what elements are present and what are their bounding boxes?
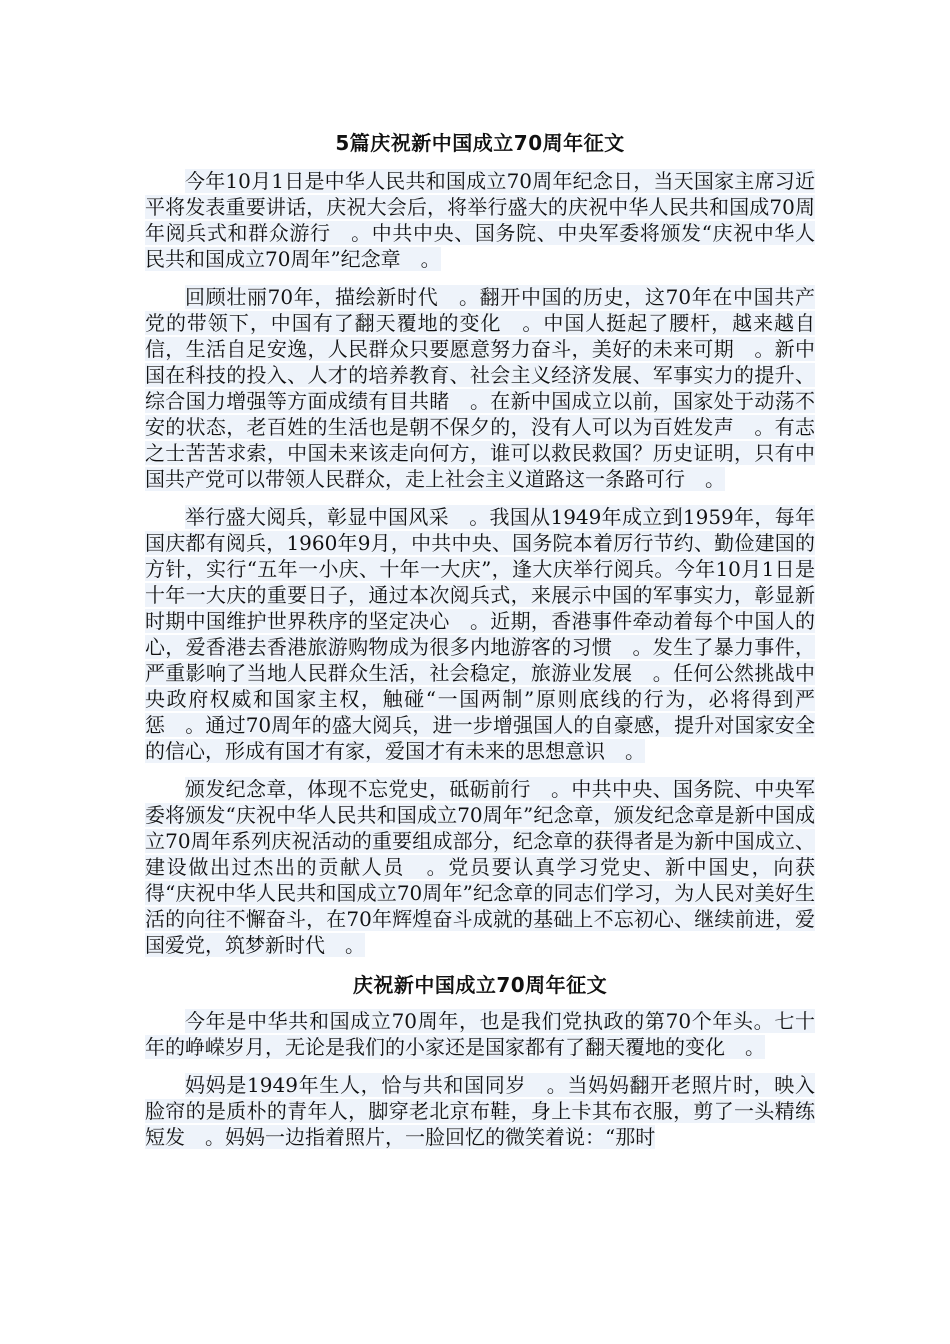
- paragraph: [145, 1008, 815, 1060]
- paragraph: [145, 776, 815, 958]
- paragraph: [145, 168, 815, 272]
- section-title: 庆祝新中国成立70周年征文: [352, 973, 608, 997]
- document-page: [145, 128, 815, 1162]
- document-title: 5篇庆祝新中国成立70周年征文: [335, 131, 625, 155]
- paragraph-text: 颁发纪念章，体现不忘党史，砥砺前行 。中共中央、国务院、中央军委将颁发“庆祝中华人民共和国成立70周年”纪念章，颁发纪念章是新中国成立70周年系列庆祝活动的重要组成部分，纪念章的获得者是为新中国成立、建设做出过杰出的贡献人员 。党员要认真学习党史、新中国史，向获得“庆祝中华人民共和国成立70周年”纪念章的同志们学习，为人民对美好生活的向往不懈奋斗，在70年辉煌奋斗成就的基础上不忘初心、继续前进，爱国爱党，筑梦新时代 。: [145, 777, 815, 957]
- paragraph-text: 回顾壮丽70年，描绘新时代 。翻开中国的历史，这70年在中国共产党的带领下，中国有了翻天覆地的变化 。中国人挺起了腰杆，越来越自信，生活自足安逸，人民群众只要愿意努力奋斗，美好的未来可期 。新中国在科技的投入、人才的培养教育、社会主义经济发展、军事实力的提升、综合国力增强等方面成绩有目共睹 。在新中国成立以前，国家处于动荡不安的状态，老百姓的生活也是朝不保夕的，没有人可以为百姓发声 。有志之士苦苦求索，中国未来该走向何方，谁可以救民救国？历史证明，只有中国共产党可以带领人民群众，走上社会主义道路这一条路可行 。: [145, 285, 815, 491]
- paragraph: [145, 1072, 815, 1150]
- paragraph-text: 妈妈是1949年生人，恰与共和国同岁 。当妈妈翻开老照片时，映入脸帘的是质朴的青年人，脚穿老北京布鞋，身上卡其布衣服，剪了一头精练短发 。妈妈一边指着照片，一脸回忆的微笑着说：“那时: [145, 1073, 815, 1149]
- paragraph-text: 举行盛大阅兵，彰显中国风采 。我国从1949年成立到1959年，每年国庆都有阅兵，1960年9月，中共中央、国务院本着厉行节约、勤俭建国的方针，实行“五年一小庆、十年一大庆”，逢大庆举行阅兵。今年10月1日是十年一大庆的重要日子，通过本次阅兵式，来展示中国的军事实力，彰显新时期中国维护世界秩序的坚定决心 。近期，香港事件牵动着每个中国人的心，爱香港去香港旅游购物成为很多内地游客的习惯 。发生了暴力事件，严重影响了当地人民群众生活，社会稳定，旅游业发展 。任何公然挑战中央政府权威和国家主权，触碰“一国两制”原则底线的行为，必将得到严惩 。通过70周年的盛大阅兵，进一步增强国人的自豪感，提升对国家安全的信心，形成有国才有家，爱国才有未来的思想意识 。: [145, 505, 815, 763]
- paragraph-text: 今年10月1日是中华人民共和国成立70周年纪念日，当天国家主席习近平将发表重要讲话，庆祝大会后，将举行盛大的庆祝中华人民共和国成70周年阅兵式和群众游行 。中共中央、国务院、中央军委将颁发“庆祝中华人民共和国成立70周年”纪念章 。: [145, 169, 815, 271]
- paragraph-text: 今年是中华共和国成立70周年，也是我们党执政的第70个年头。七十年的峥嵘岁月，无论是我们的小家还是国家都有了翻天覆地的变化 。: [145, 1009, 815, 1059]
- paragraph: [145, 284, 815, 492]
- paragraph: [145, 504, 815, 764]
